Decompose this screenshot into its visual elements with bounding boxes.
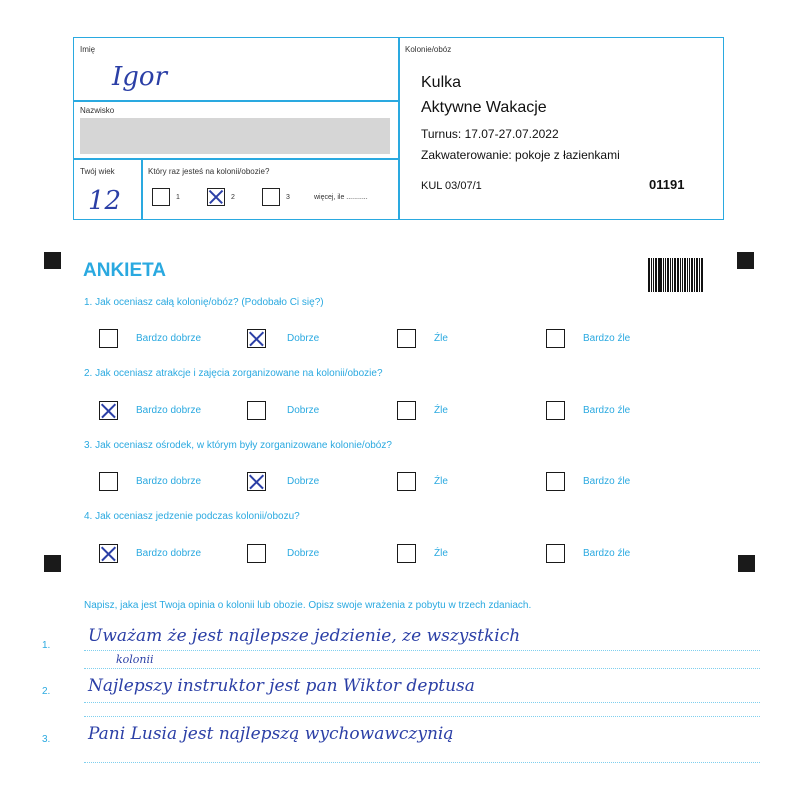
name-value: Igor xyxy=(112,62,167,92)
q1-checkbox-1[interactable] xyxy=(99,329,118,348)
q4-checkbox-1[interactable] xyxy=(99,544,118,563)
q3-option-label-3: Źle xyxy=(434,476,448,487)
q4-option-label-1: Bardzo dobrze xyxy=(136,548,202,559)
q1-option-label-2: Dobrze xyxy=(287,333,320,344)
barcode-bar xyxy=(655,258,657,292)
barcode-bar xyxy=(653,258,654,292)
q2-checkbox-3[interactable] xyxy=(397,401,416,420)
question-2: 2. Jak oceniasz atrakcje i zajęcia zorganizowane na kolonii/obozie? xyxy=(84,368,383,379)
q1-option-label-3: Źle xyxy=(434,333,448,344)
question-3: 3. Jak oceniasz ośrodek, w którym były zorganizowane kolonie/obóz? xyxy=(84,440,392,451)
barcode-bar xyxy=(658,258,659,292)
form-number: 01191 xyxy=(649,177,685,192)
answer-rule-2-upper xyxy=(84,668,760,669)
age-label: Twój wiek xyxy=(80,167,115,176)
q1-checkbox-4[interactable] xyxy=(546,329,565,348)
q2-checkbox-2[interactable] xyxy=(247,401,266,420)
q1-checkbox-3[interactable] xyxy=(397,329,416,348)
answer-rule-1 xyxy=(84,650,760,651)
surname-label: Nazwisko xyxy=(80,106,115,115)
name-label: Imię xyxy=(80,45,96,54)
q1-option-label-4: Bardzo źle xyxy=(583,333,631,344)
q2-option-label-2: Dobrze xyxy=(287,405,320,416)
barcode-bar xyxy=(670,258,671,292)
times-question: Który raz jesteś na kolonii/obozie? xyxy=(148,167,270,176)
times-checkbox-2[interactable] xyxy=(207,188,225,206)
barcode-bar xyxy=(648,258,650,292)
times-option-3: 3 xyxy=(286,194,290,201)
age-divider xyxy=(141,158,143,219)
surname-divider xyxy=(73,158,399,160)
barcode-bar xyxy=(663,258,664,292)
q4-option-label-3: Źle xyxy=(434,548,448,559)
turnus: Turnus: 17.07-27.07.2022 xyxy=(421,127,559,141)
answer-rule-3-upper xyxy=(84,716,760,717)
corner-marker-top-right xyxy=(737,252,754,269)
answer-rule-3 xyxy=(84,762,760,763)
q4-checkbox-4[interactable] xyxy=(546,544,565,563)
times-more: więcej, ile ........... xyxy=(314,194,368,201)
name-divider xyxy=(73,100,399,102)
q3-option-label-2: Dobrze xyxy=(287,476,320,487)
answer-line-2[interactable]: Najlepszy instruktor jest pan Wiktor deptusa xyxy=(88,676,475,696)
accommodation: Zakwaterowanie: pokoje z łazienkami xyxy=(421,148,620,162)
colony-code: KUL 03/07/1 xyxy=(421,180,482,192)
q2-option-label-1: Bardzo dobrze xyxy=(136,405,202,416)
q1-checkbox-2[interactable] xyxy=(247,329,266,348)
line-number-2: 2. xyxy=(42,686,51,697)
barcode-bar xyxy=(694,258,695,292)
age-value: 12 xyxy=(88,186,122,216)
barcode-bar xyxy=(677,258,680,292)
barcode-bar xyxy=(651,258,652,292)
q3-option-label-4: Bardzo źle xyxy=(583,476,631,487)
q2-checkbox-1[interactable] xyxy=(99,401,118,420)
barcode-bar xyxy=(674,258,676,292)
q4-checkbox-3[interactable] xyxy=(397,544,416,563)
colony-name: Kulka xyxy=(421,74,462,91)
barcode-bar xyxy=(682,258,683,292)
survey-title: ANKIETA xyxy=(83,260,167,281)
barcode-bar xyxy=(699,258,700,292)
barcode-bar xyxy=(689,258,690,292)
q3-checkbox-2[interactable] xyxy=(247,472,266,491)
corner-marker-top-left xyxy=(44,252,61,269)
colony-label: Kolonie/obóz xyxy=(405,45,452,54)
barcode-bar xyxy=(659,258,662,292)
q4-checkbox-2[interactable] xyxy=(247,544,266,563)
q3-checkbox-4[interactable] xyxy=(546,472,565,491)
barcode-bar xyxy=(691,258,693,292)
corner-marker-mid-right xyxy=(738,555,755,572)
barcode xyxy=(648,258,704,292)
answer-line-3[interactable]: Pani Lusia jest najlepszą wychowawczynią xyxy=(88,724,454,744)
answer-line-1[interactable]: Uważam że jest najlepsze jedzienie, ze wszystkich xyxy=(88,626,521,646)
insert-note: kolonii xyxy=(116,653,154,666)
q3-checkbox-1[interactable] xyxy=(99,472,118,491)
barcode-bar xyxy=(701,258,703,292)
opinion-prompt: Napisz, jaka jest Twoja opinia o kolonii lub obozie. Opisz swoje wrażenia z pobytu w trzech zdaniach. xyxy=(84,600,532,611)
question-4: 4. Jak oceniasz jedzenie podczas kolonii/obozu? xyxy=(84,511,300,522)
barcode-bar xyxy=(665,258,666,292)
barcode-bar xyxy=(672,258,673,292)
colony-program: Aktywne Wakacje xyxy=(421,99,547,116)
q2-option-label-3: Źle xyxy=(434,405,448,416)
question-1: 1. Jak oceniasz całą kolonię/obóz? (Podobało Ci się?) xyxy=(84,297,324,308)
barcode-bar xyxy=(680,258,681,292)
header-vertical-divider xyxy=(398,37,400,219)
q3-option-label-1: Bardzo dobrze xyxy=(136,476,202,487)
q1-option-label-1: Bardzo dobrze xyxy=(136,333,202,344)
q2-option-label-4: Bardzo źle xyxy=(583,405,631,416)
barcode-bar xyxy=(667,258,669,292)
barcode-bar xyxy=(696,258,699,292)
q4-option-label-4: Bardzo źle xyxy=(583,548,631,559)
corner-marker-mid-left xyxy=(44,555,61,572)
times-option-1: 1 xyxy=(176,194,180,201)
times-checkbox-1[interactable] xyxy=(152,188,170,206)
barcode-bar xyxy=(687,258,688,292)
line-number-1: 1. xyxy=(42,640,51,651)
q4-option-label-2: Dobrze xyxy=(287,548,320,559)
q3-checkbox-3[interactable] xyxy=(397,472,416,491)
times-checkbox-3[interactable] xyxy=(262,188,280,206)
times-option-2: 2 xyxy=(231,194,235,201)
line-number-3: 3. xyxy=(42,734,51,745)
answer-rule-2 xyxy=(84,702,760,703)
q2-checkbox-4[interactable] xyxy=(546,401,565,420)
surname-redacted xyxy=(80,118,390,154)
barcode-bar xyxy=(684,258,686,292)
